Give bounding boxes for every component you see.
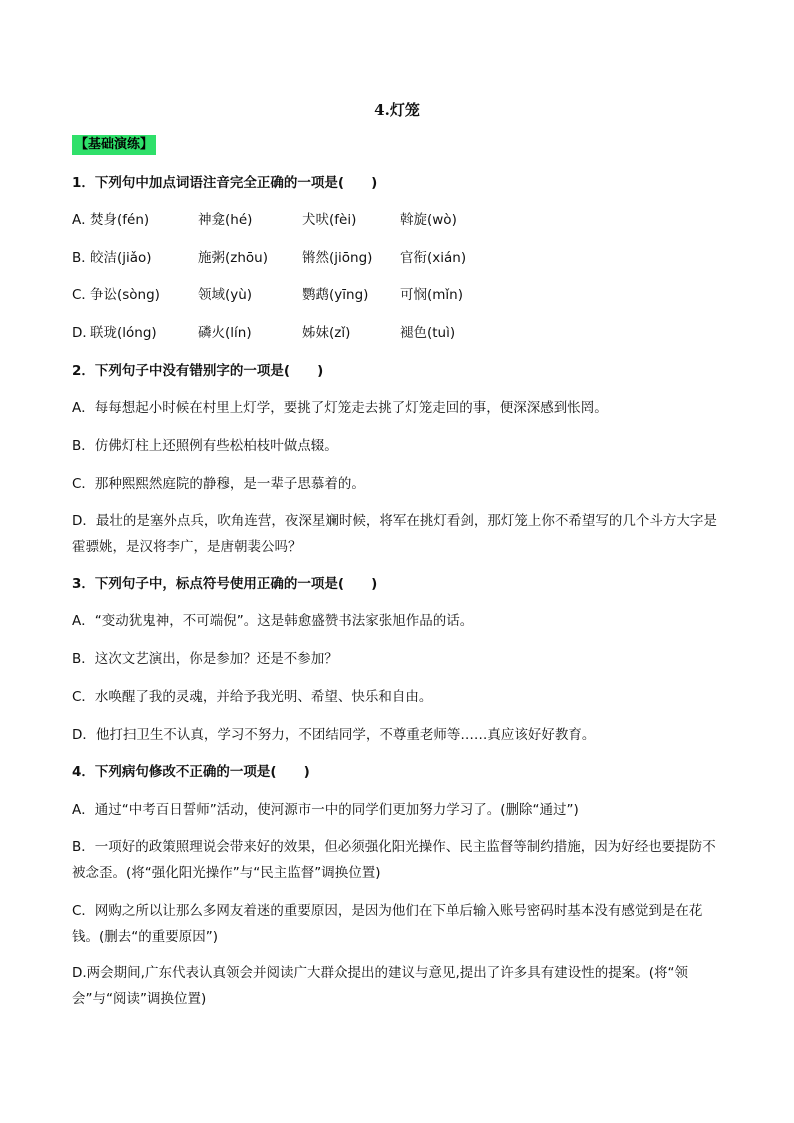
q3-option-c: C．水唤醒了我的灵魂，并给予我光明、希望、快乐和自由。 [72,689,433,705]
q4-option-d: D.两会期间,广东代表认真领会并阅读广大群众提出的建议与意见,提出了许多具有建设性的提案。(将“领会”与“阅读”调换位置) [72,965,689,1007]
option-item: 皎洁(jiǎo) [90,250,152,266]
option-item: 可悯(mǐn) [400,287,463,303]
question-4-stem: 4．下列病句修改不正确的一项是( ) [72,764,310,780]
option-label: D． [72,325,96,341]
q2-option-d: D．最壮的是塞外点兵，吹角连营，夜深星斓时候，将军在挑灯看剑，那灯笼上你不希望写的几个斗方大字是霍骠姚，是汉将李广，是唐朝裴公吗？ [72,513,717,555]
option-item: 神龛(hé) [198,212,253,228]
option-item: 锵然(jiōng) [302,250,373,266]
option-item: 联珑(lóng) [90,325,157,341]
question-2-stem: 2．下列句子中没有错别字的一项是( ) [72,363,324,379]
question-1-stem: 1．下列句中加点词语注音完全正确的一项是( ) [72,175,378,191]
option-item: 官衔(xián) [400,250,467,266]
option-item: 磷火(lín) [198,325,252,341]
option-item: 施粥(zhōu) [198,250,268,266]
option-label: B． [72,250,95,266]
q2-option-b: B．仿佛灯柱上还照例有些松柏枝叶做点辍。 [72,438,338,454]
option-label: C． [72,287,95,303]
q4-option-a: A．通过“中考百日誓师”活动，使河源市一中的同学们更加努力学习了。(删除“通过”) [72,802,579,818]
q3-option-b: B．这次文艺演出，你是参加？还是不参加？ [72,651,338,667]
section-label: 【基础演练】 [72,135,156,155]
option-item: 争讼(sòng) [90,287,160,303]
q2-option-a: A．每每想起小时候在村里上灯学，要挑了灯笼走去挑了灯笼走回的事，便深深感到怅罔。 [72,400,608,416]
option-label: A． [72,212,95,228]
q3-option-a: A．“变动犹鬼神，不可端倪”。这是韩愈盛赞书法家张旭作品的话。 [72,613,474,629]
option-item: 姊妹(zǐ) [302,325,351,341]
page-title: 4.灯笼 [374,101,420,119]
q4-option-b: B．一项好的政策照理说会带来好的效果，但必须强化阳光操作、民主监督等制约措施，因为好经也要提防不被念歪。(将“强化阳光操作”与“民主监督”调换位置) [72,839,716,881]
q4-option-c: C．网购之所以让那么多网友着迷的重要原因，是因为他们在下单后输入账号密码时基本没有感觉到是在花钱。(删去“的重要原因”) [72,903,703,945]
option-item: 褪色(tuì) [400,325,456,341]
option-item: 领域(yù) [198,287,253,303]
option-item: 鹦鹉(yīng) [302,287,369,303]
question-3-stem: 3．下列句子中，标点符号使用正确的一项是( ) [72,576,378,592]
q2-option-c: C．那种熙熙然庭院的静穆，是一辈子思慕着的。 [72,476,365,492]
option-item: 犬吠(fèi) [302,212,357,228]
option-item: 斡旋(wò) [400,212,457,228]
option-item: 焚身(fén) [90,212,150,228]
q3-option-d: D．他打扫卫生不认真，学习不努力，不团结同学，不尊重老师等……真应该好好教育。 [72,727,596,743]
